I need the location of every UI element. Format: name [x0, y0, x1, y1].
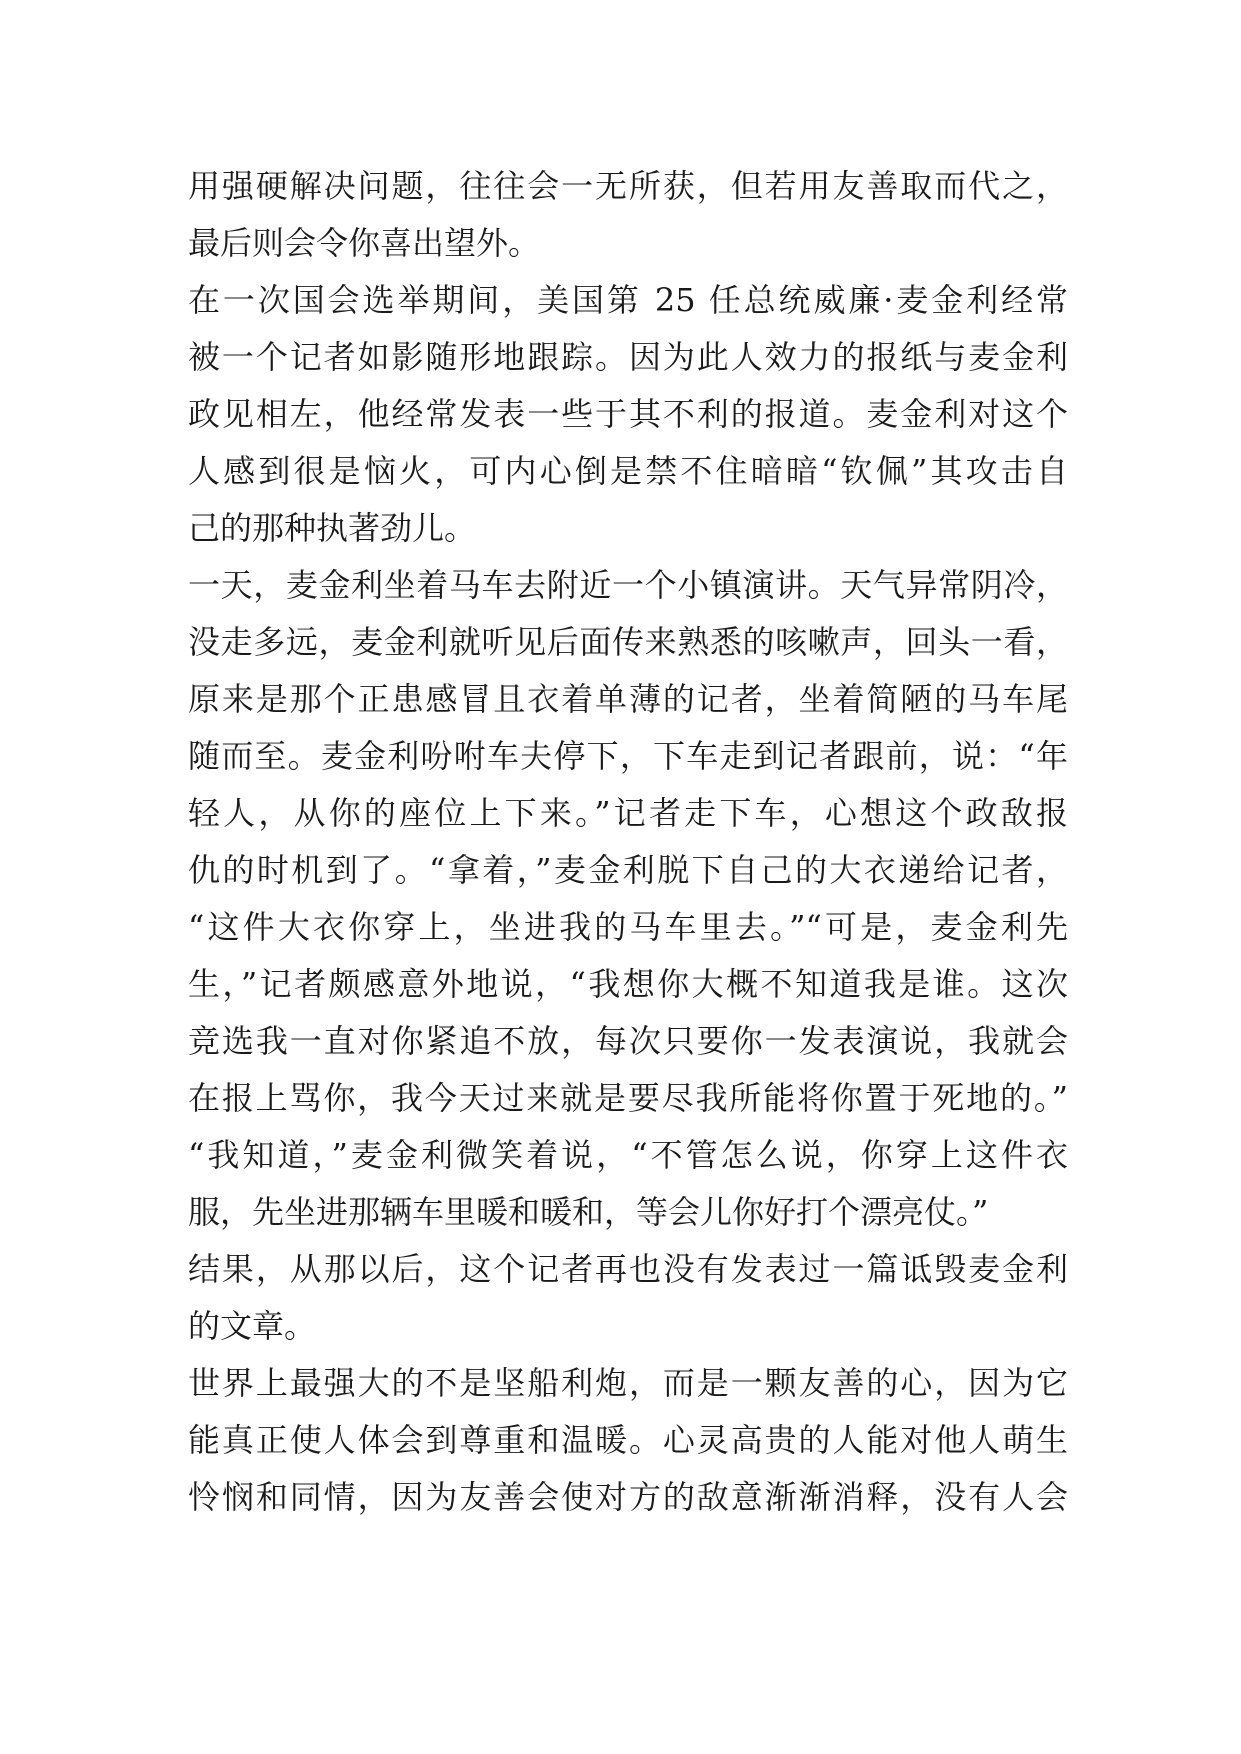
text-line: 被一个记者如影随形地跟踪。因为此人效力的报纸与麦金利 [188, 338, 1068, 376]
text-line: “我知道，”麦金利微笑着说，“不管怎么说，你穿上这件衣 [188, 1136, 1068, 1174]
text-line: 轻人，从你的座位上下来。”记者走下车，心想这个政敌报 [188, 794, 1068, 832]
text-line: 最后则会令你喜出望外。 [188, 224, 541, 262]
text-line: 竞选我一直对你紧追不放，每次只要你一发表演说，我就会 [188, 1022, 1068, 1060]
text-line: 生，”记者颇感意外地说，“我想你大概不知道我是谁。这次 [188, 965, 1068, 1003]
text-line: 能真正使人体会到尊重和温暖。心灵高贵的人能对他人萌生 [188, 1421, 1068, 1459]
text-line: “这件大衣你穿上，坐进我的马车里去。”“可是，麦金利先 [188, 908, 1068, 946]
body-text [188, 158, 1068, 1526]
text-line: 随而至。麦金利吩咐车夫停下，下车走到记者跟前，说：“年 [188, 737, 1068, 775]
text-line: 在一次国会选举期间，美国第 25 任总统威廉·麦金利经常 [188, 281, 1068, 319]
text-line: 的文章。 [188, 1307, 317, 1345]
text-line: 一天，麦金利坐着马车去附近一个小镇演讲。天气异常阴冷， [188, 566, 1068, 604]
text-line: 怜悯和同情，因为友善会使对方的敌意渐渐消释，没有人会 [188, 1478, 1068, 1516]
text-line: 政见相左，他经常发表一些于其不利的报道。麦金利对这个 [188, 395, 1068, 433]
text-line: 在报上骂你，我今天过来就是要尽我所能将你置于死地的。” [188, 1079, 1068, 1117]
text-line: 用强硬解决问题，往往会一无所获，但若用友善取而代之， [188, 167, 1068, 205]
text-line: 原来是那个正患感冒且衣着单薄的记者，坐着简陋的马车尾 [188, 680, 1068, 718]
text-line: 仇的时机到了。“拿着，”麦金利脱下自己的大衣递给记者， [188, 851, 1068, 889]
text-line: 世界上最强大的不是坚船利炮，而是一颗友善的心，因为它 [188, 1364, 1068, 1402]
text-line: 没走多远，麦金利就听见后面传来熟悉的咳嗽声，回头一看， [188, 623, 1068, 661]
text-line: 人感到很是恼火，可内心倒是禁不住暗暗“钦佩”其攻击自 [188, 452, 1068, 490]
text-line: 服，先坐进那辆车里暖和暖和，等会儿你好打个漂亮仗。” [188, 1193, 989, 1231]
text-line: 己的那种执著劲儿。 [188, 509, 477, 547]
text-line: 结果，从那以后，这个记者再也没有发表过一篇诋毁麦金利 [188, 1250, 1068, 1288]
